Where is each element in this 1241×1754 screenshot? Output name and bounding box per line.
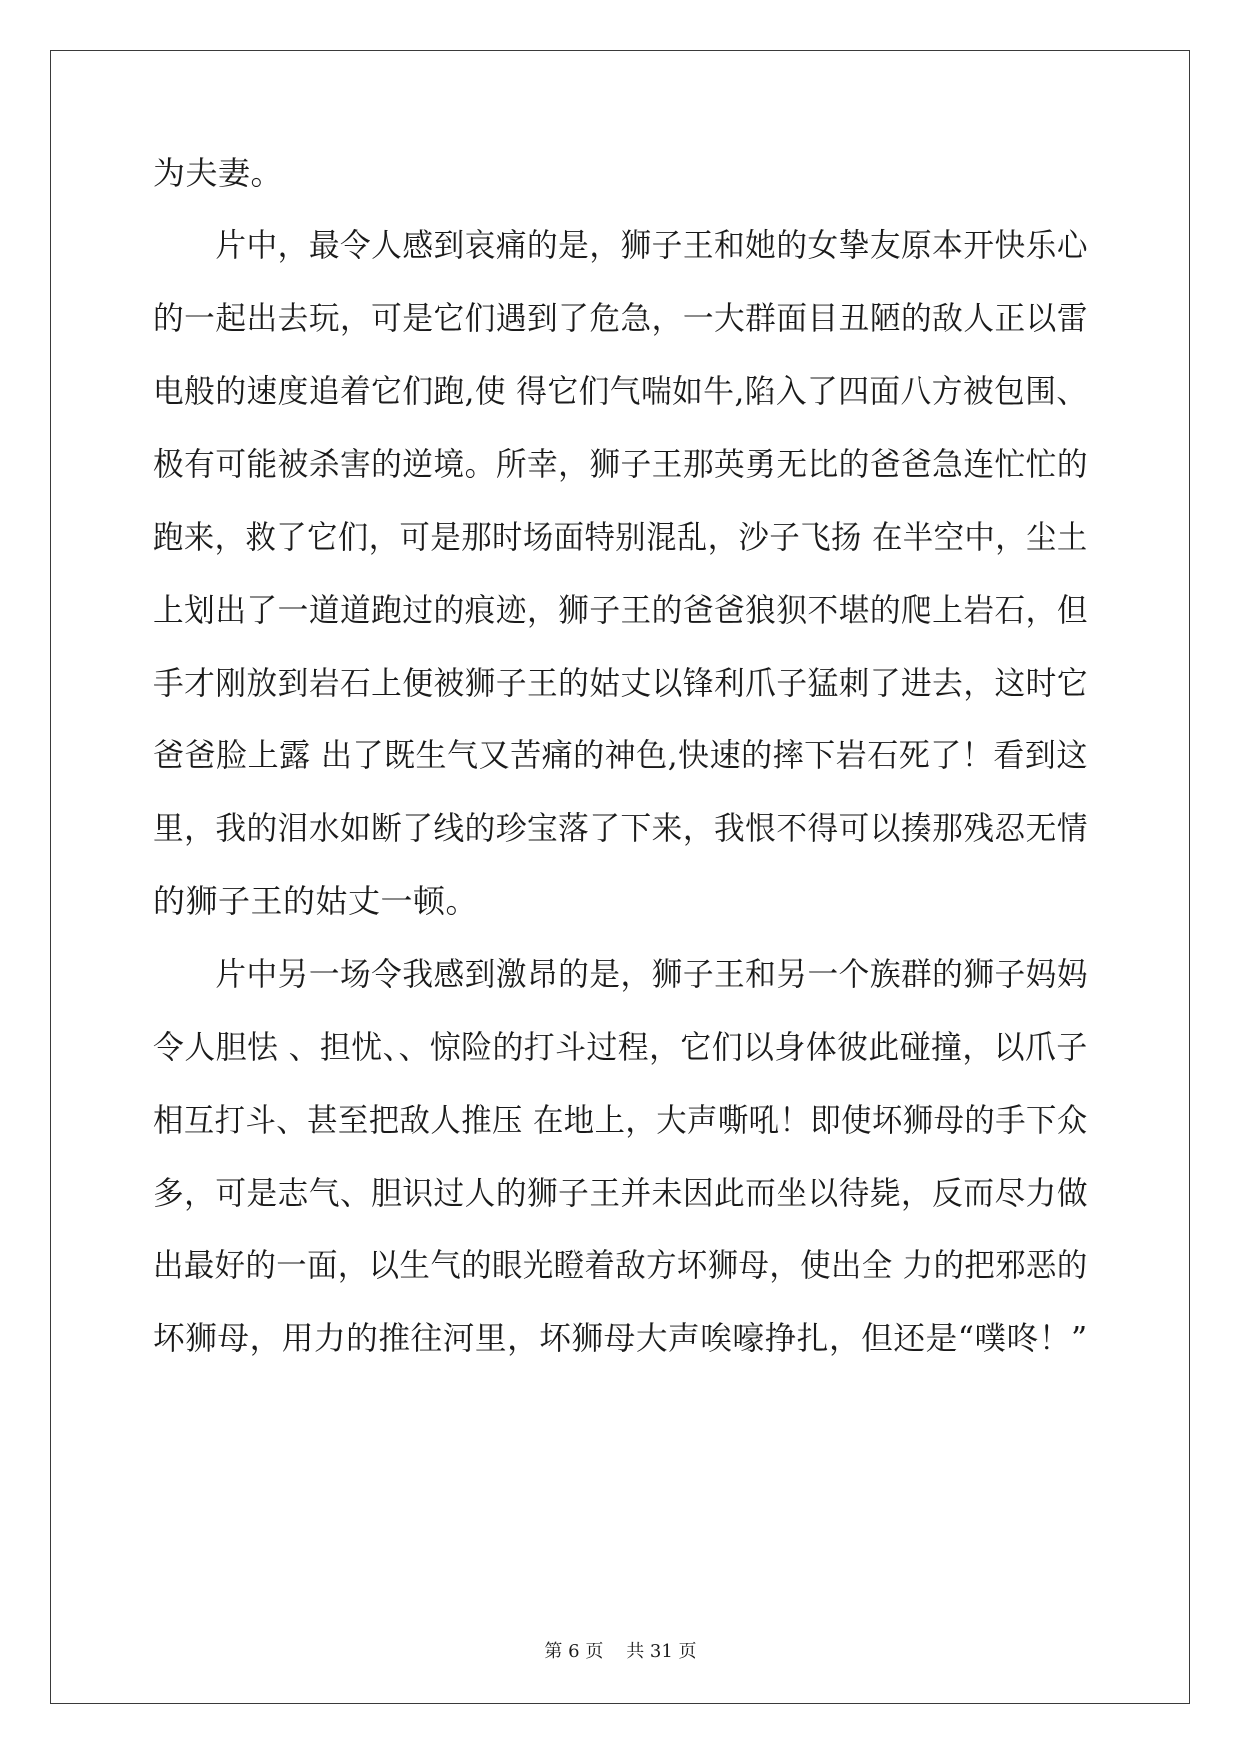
text-line: 极有可能被杀害的逆境。所幸，狮子王那英勇无比的爸爸急连忙忙的 (153, 445, 1089, 483)
text-line: 出最好的一面，以生气的眼光瞪着敌方坏狮母，使出全 力的把邪恶的 (153, 1246, 1088, 1284)
text-line: 上划出了一道道跑过的痕迹，狮子王的爸爸狼狈不堪的爬上岩石，但 (153, 591, 1089, 629)
text-line: 爸爸脸上露 出了既生气又苦痛的神色,快速的摔下岩石死了！看到这 (153, 736, 1088, 774)
text-line: 相互打斗、甚至把敌人推压 在地上，大声嘶吼！即使坏狮母的手下众 (153, 1101, 1088, 1139)
text-line: 令人胆怯 、担忧、、惊险的打斗过程，它们以身体彼此碰撞，以爪子 (153, 1028, 1088, 1066)
text-line: 电般的速度追着它们跑,使 得它们气喘如牛,陷入了四面八方被包围、 (153, 372, 1088, 410)
text-line: 手才刚放到岩石上便被狮子王的姑丈以锋利爪子猛刺了进去，这时它 (153, 664, 1089, 702)
text-line: 坏狮母，用力的推往河里，坏狮母大声唉嚎挣扎，但还是“噗咚！” (153, 1319, 1088, 1357)
text-line: 多，可是志气、胆识过人的狮子王并未因此而坐以待毙，反而尽力做 (153, 1174, 1089, 1212)
text-line: 里，我的泪水如断了线的珍宝落了下来，我恨不得可以揍那残忍无情 (153, 809, 1089, 847)
text-line: 的狮子王的姑丈一顿。 (153, 882, 479, 920)
text-line: 的一起出去玩，可是它们遇到了危急，一大群面目丑陋的敌人正以雷 (153, 299, 1089, 337)
page-footer (0, 1641, 1241, 1663)
text-line: 为夫妻。 (153, 154, 284, 192)
text-line: 跑来，救了它们，可是那时场面特别混乱，沙子飞扬 在半空中，尘土 (153, 518, 1088, 556)
page-number: 第 6 页 共 31 页 (544, 1641, 697, 1662)
text-line: 片中，最令人感到哀痛的是，狮子王和她的女挚友原本开快乐心 (153, 226, 1089, 264)
text-line: 片中另一场令我感到激昂的是，狮子王和另一个族群的狮子妈妈 (153, 955, 1089, 993)
